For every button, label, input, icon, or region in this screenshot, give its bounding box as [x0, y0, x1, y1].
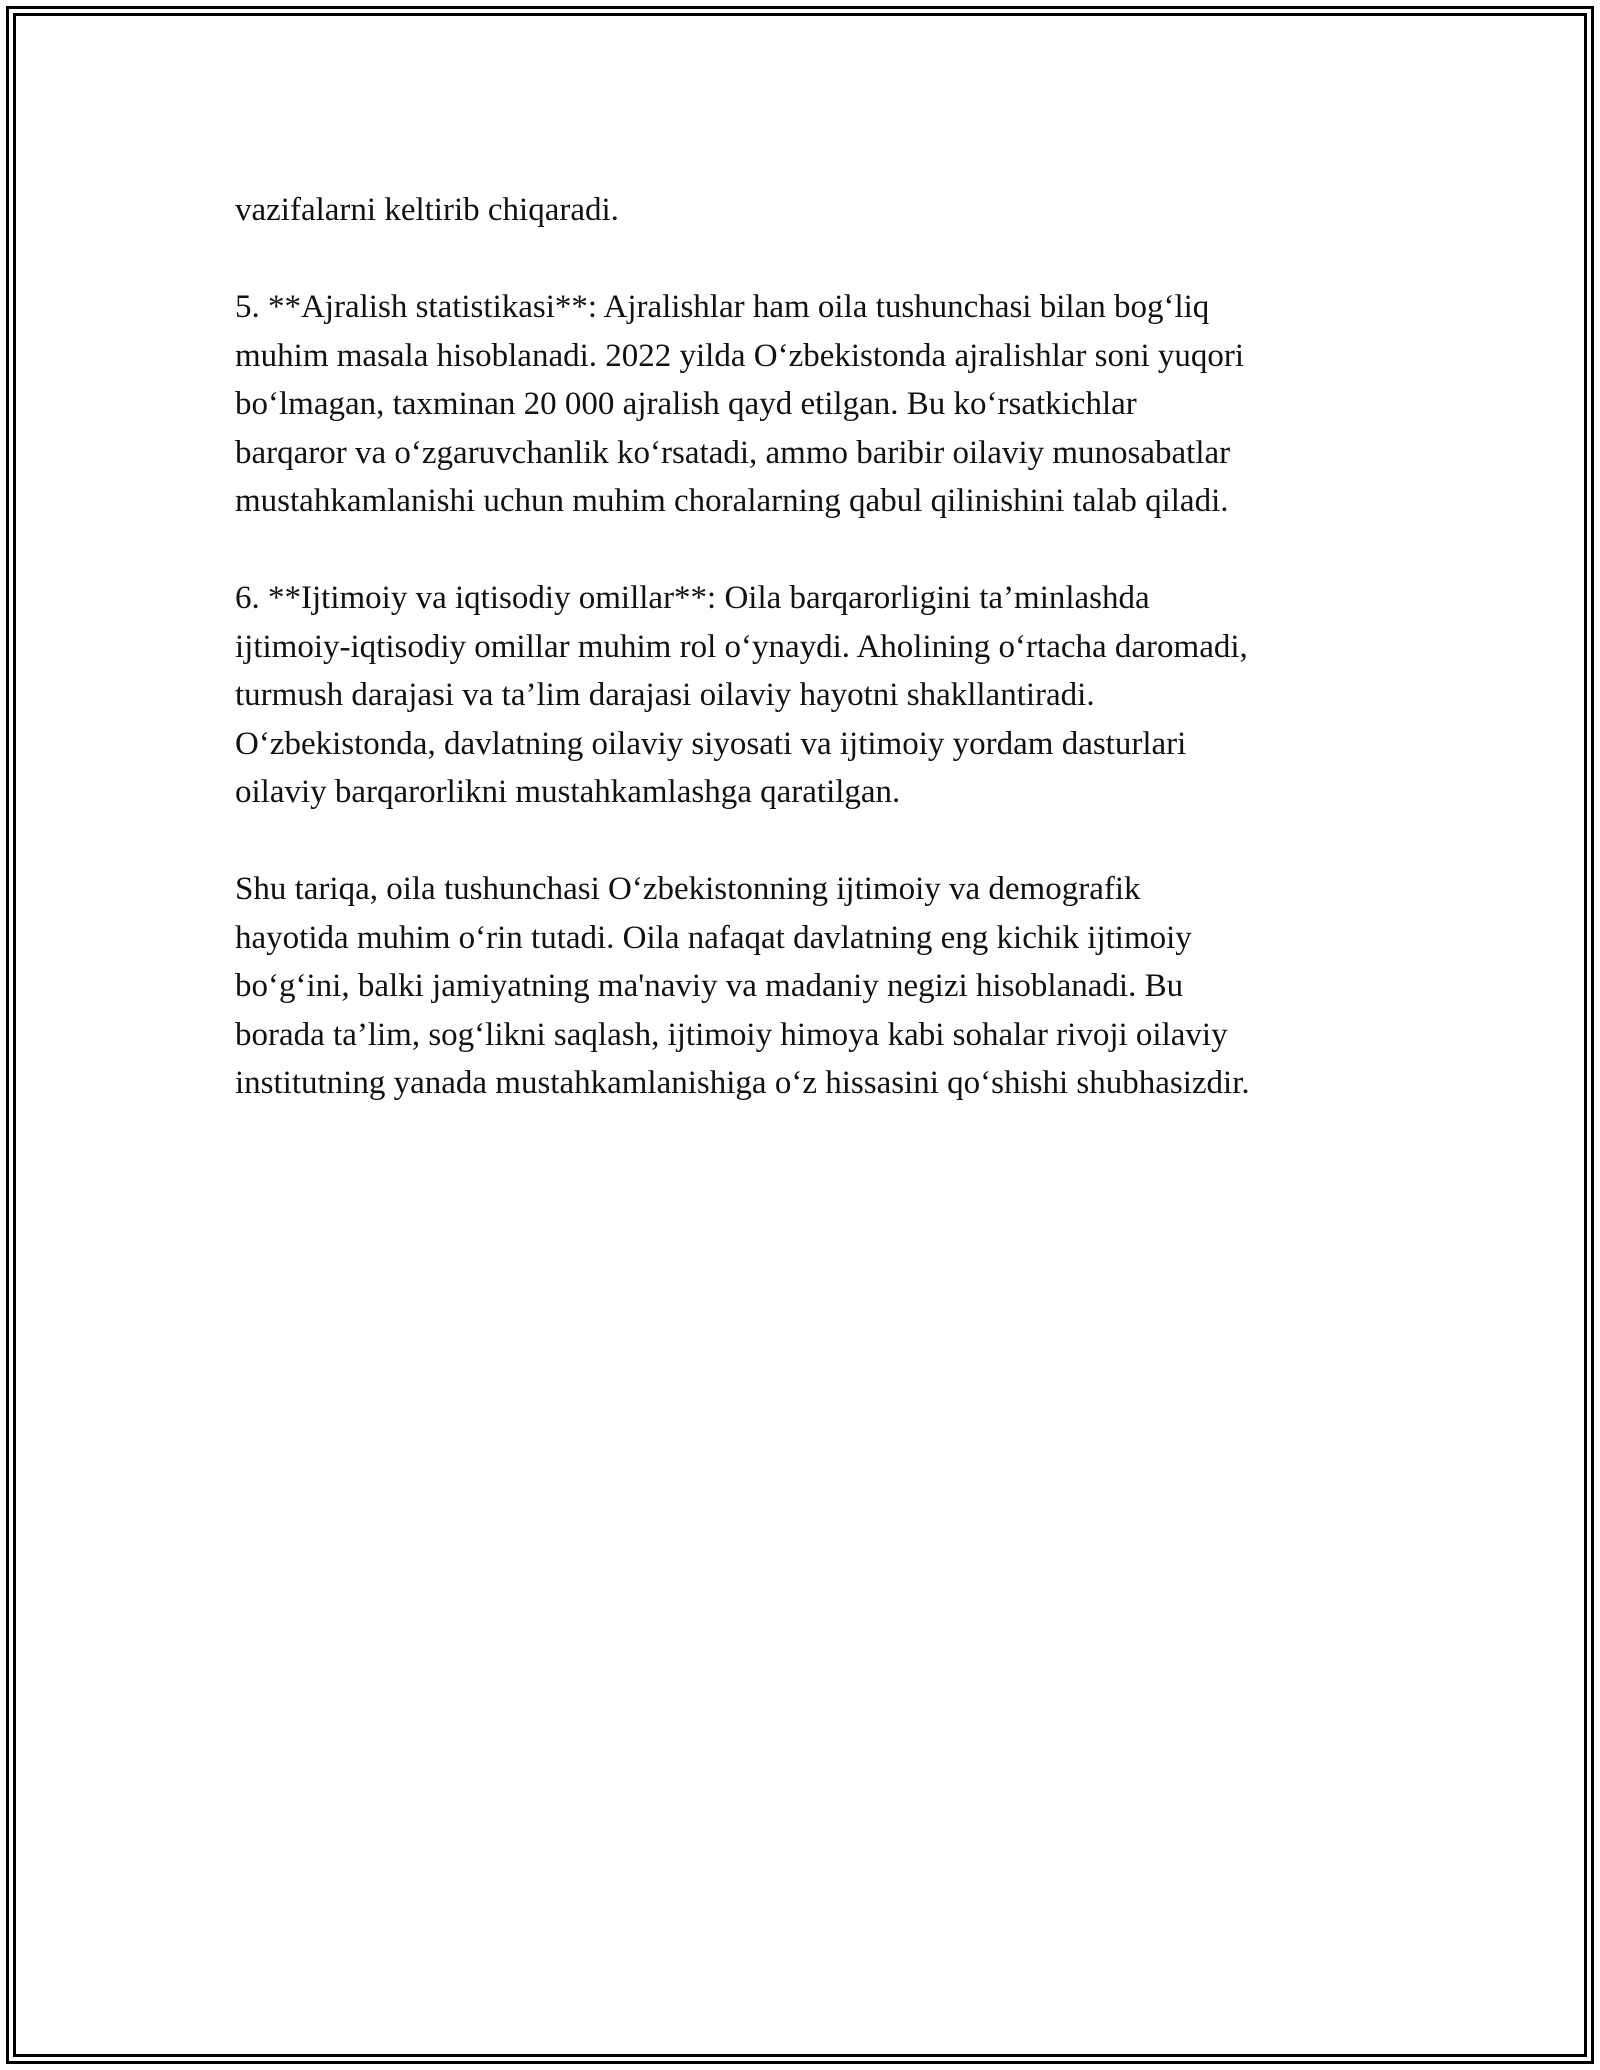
text-line: barqaror va o‘zgaruvchanlik ko‘rsatadi, ammo baribir oilaviy munosabatlar	[235, 434, 1231, 471]
text-line: bo‘lmagan, taxminan 20 000 ajralish qayd etilgan. Bu ko‘rsatkichlar	[235, 386, 1137, 422]
text-line: O‘zbekistonda, davlatning oilaviy siyosati va ijtimoiy yordam dasturlari	[235, 725, 1187, 762]
text-line: oilaviy barqarorlikni mustahkamlashga qaratilgan.	[235, 774, 901, 810]
text-line: institutning yanada mustahkamlanishiga o‘z hissasini qo‘shishi shubhasizdir.	[235, 1065, 1250, 1101]
text-line: ijtimoiy-iqtisodiy omillar muhim rol o‘ynaydi. Aholining o‘rtacha daromadi,	[235, 628, 1248, 665]
text-line: muhim masala hisoblanadi. 2022 yilda O‘zbekistonda ajralishlar soni yuqori	[235, 337, 1245, 374]
text-line: Shu tariqa, oila tushunchasi O‘zbekistonning ijtimoiy va demografik	[235, 871, 1141, 907]
text-line: borada ta’lim, sog‘likni saqlash, ijtimoiy himoya kabi sohalar rivoji oilaviy	[235, 1016, 1228, 1053]
text-line: 5. **Ajralish statistikasi**: Ajralishlar ham oila tushunchasi bilan bog‘liq	[235, 289, 1210, 325]
paragraph-socioeconomic-factors	[235, 574, 1405, 817]
text-line: turmush darajasi va ta’lim darajasi oilaviy hayotni shakllantiradi.	[235, 677, 1095, 713]
document-body	[235, 186, 1405, 1108]
text-line: mustahkamlanishi uchun muhim choralarning qabul qilinishini talab qiladi.	[235, 483, 1229, 519]
paragraph-divorce-statistics	[235, 283, 1405, 526]
paragraph-continuation	[235, 186, 1405, 235]
text-line: 6. **Ijtimoiy va iqtisodiy omillar**: Oila barqarorligini ta’minlashda	[235, 580, 1150, 616]
text-line: hayotida muhim o‘rin tutadi. Oila nafaqat davlatning eng kichik ijtimoiy	[235, 919, 1192, 956]
text-line: vazifalarni keltirib chiqaradi.	[235, 192, 619, 228]
text-line: bo‘g‘ini, balki jamiyatning ma'naviy va madaniy negizi hisoblanadi. Bu	[235, 968, 1184, 1004]
paragraph-conclusion	[235, 865, 1405, 1108]
